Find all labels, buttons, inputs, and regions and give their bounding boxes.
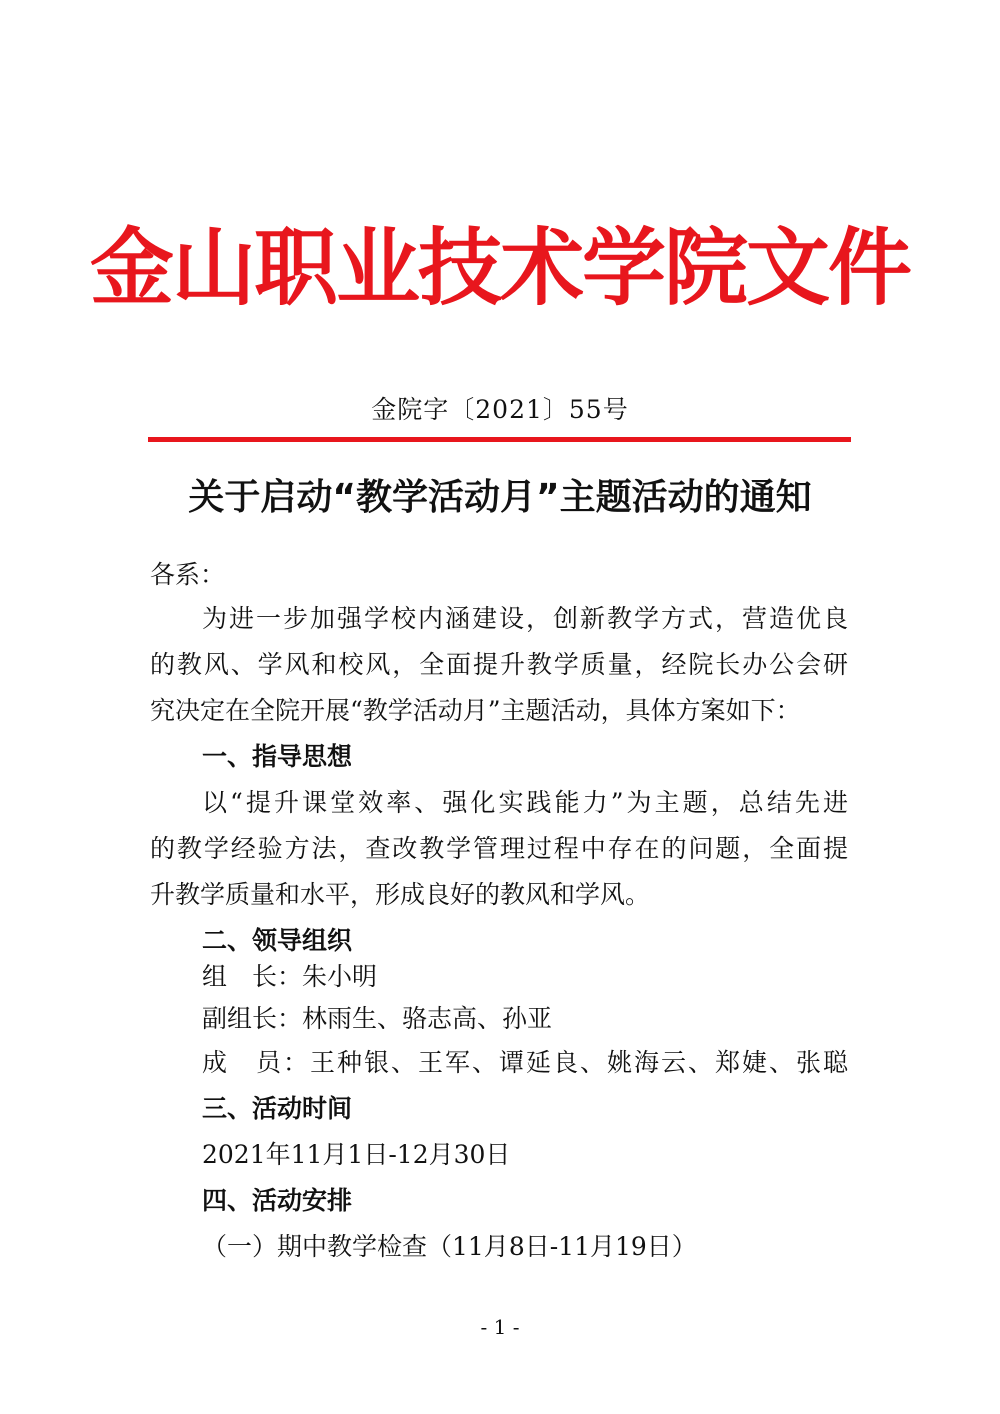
red-divider-line [148,437,851,442]
activity-period: 2021年11月1日-12月30日 [202,1140,511,1169]
salutation: 各系： [150,560,226,589]
section-heading-guiding-ideology: 一、指导思想 [202,742,353,771]
members-line: 成 员：王种银、王军、谭延良、姚海云、郑婕、张聪 [202,1048,848,1077]
intro-line-1: 为进一步加强学校内涵建设，创新教学方式，营造优良 [202,604,848,633]
document-number: 金院字〔2021〕55号 [371,395,629,424]
page-number: - 1 - [480,1315,520,1339]
section1-line-3: 升教学质量和水平，形成良好的教风和学风。 [150,880,651,909]
intro-line-3: 究决定在全院开展“教学活动月”主题活动，具体方案如下： [150,696,801,725]
section-heading-activity-time: 三、活动时间 [202,1094,353,1123]
document-title: 关于启动“教学活动月”主题活动的通知 [188,477,812,518]
deputy-leader-line: 副组长：林雨生、骆志高、孙亚 [202,1004,553,1033]
intro-line-2: 的教风、学风和校风，全面提升教学质量，经院长办公会研 [150,650,848,679]
section1-line-2: 的教学经验方法，查改教学管理过程中存在的问题，全面提 [150,834,848,863]
section-heading-activity-arrangement: 四、活动安排 [202,1186,353,1215]
masthead-title: 金山职业技术学院文件 [89,218,910,317]
leader-line: 组 长：朱小明 [202,962,378,991]
section1-line-1: 以“提升课堂效率、强化实践能力”为主题，总结先进 [202,788,848,817]
section-heading-leadership: 二、领导组织 [202,926,353,955]
arrangement-item-1: （一）期中教学检查（11月8日-11月19日） [202,1232,697,1261]
